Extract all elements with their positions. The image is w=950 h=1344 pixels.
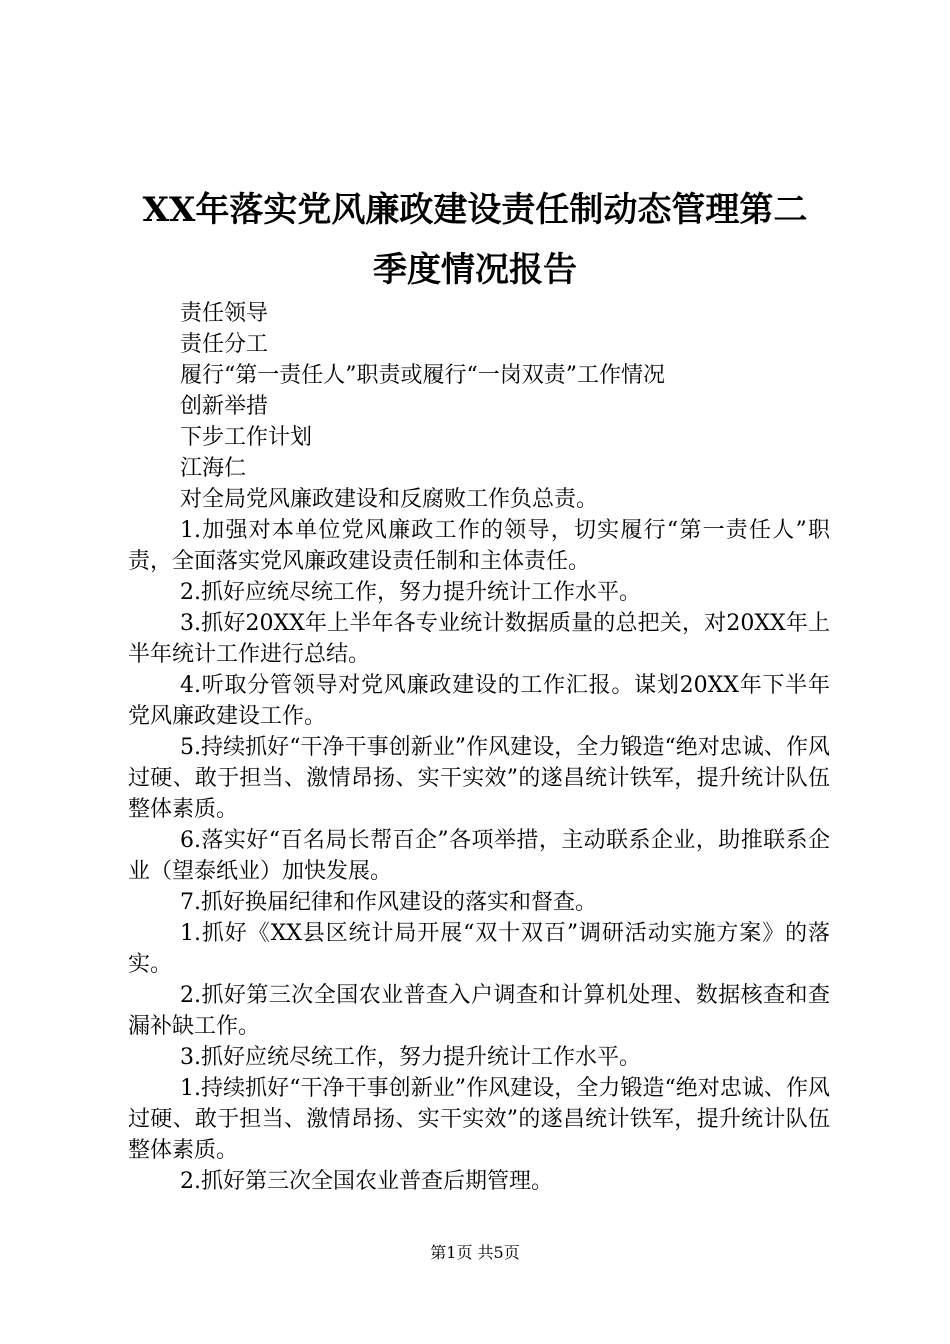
page-footer: 第1页 共5页 xyxy=(430,1243,520,1262)
paragraph: 2.抓好第三次全国农业普查入户调查和计算机处理、数据核查和查漏补缺工作。 xyxy=(128,983,830,1039)
paragraph: 1.抓好《XX县区统计局开展“双十双百”调研活动实施方案》的落实。 xyxy=(128,921,830,977)
paragraph: 2.抓好应统尽统工作，努力提升统计工作水平。 xyxy=(180,580,641,605)
paragraph: 3.抓好应统尽统工作，努力提升统计工作水平。 xyxy=(180,1045,641,1070)
paragraph: 7.抓好换届纪律和作风建设的落实和督查。 xyxy=(180,890,597,915)
heading-duty-performance: 履行“第一责任人”职责或履行“一岗双责”工作情况 xyxy=(180,363,665,388)
document-title-line-1: XX年落实党风廉政建设责任制动态管理第二 xyxy=(142,190,808,230)
document-title-line-2: 季度情况报告 xyxy=(373,250,577,290)
paragraph: 6.落实好“百名局长帮百企”各项举措，主动联系企业，助推联系企业（望泰纸业）加快发展。 xyxy=(128,828,830,884)
heading-responsibility-division: 责任分工 xyxy=(180,332,269,357)
paragraph: 5.持续抓好“干净干事创新业”作风建设，全力锻造“绝对忠诚、作风过硬、敢于担当、激情昂扬、实干实效”的遂昌统计铁军，提升统计队伍整体素质。 xyxy=(128,735,830,822)
document-body xyxy=(128,298,830,1197)
paragraph: 4.听取分管领导对党风廉政建设的工作汇报。谋划20XX年下半年党风廉政建设工作。 xyxy=(128,673,830,729)
heading-responsible-leader: 责任领导 xyxy=(180,301,269,326)
heading-next-work-plan: 下步工作计划 xyxy=(180,425,313,450)
leader-name: 江海仁 xyxy=(180,456,247,481)
paragraph: 2.抓好第三次全国农业普查后期管理。 xyxy=(180,1169,553,1194)
heading-innovation-measures: 创新举措 xyxy=(180,394,269,419)
paragraph: 1.加强对本单位党风廉政工作的领导，切实履行“第一责任人”职责，全面落实党风廉政建设责任制和主体责任。 xyxy=(128,518,830,574)
paragraph: 3.抓好20XX年上半年各专业统计数据质量的总把关，对20XX年上半年统计工作进行总结。 xyxy=(128,611,830,667)
division-statement: 对全局党风廉政建设和反腐败工作负总责。 xyxy=(180,487,599,512)
paragraph: 1.持续抓好“干净干事创新业”作风建设，全力锻造“绝对忠诚、作风过硬、敢于担当、激情昂扬、实干实效”的遂昌统计铁军，提升统计队伍整体素质。 xyxy=(128,1076,830,1163)
